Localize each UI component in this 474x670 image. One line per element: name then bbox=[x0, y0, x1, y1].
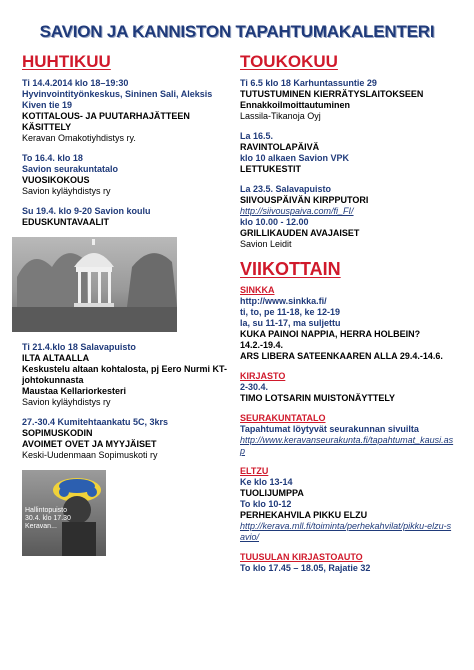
event-organizer: Savion Leidit bbox=[240, 239, 292, 249]
event-time: Ke klo 13-14 bbox=[240, 477, 293, 487]
seurakunta-link[interactable]: http://www.keravanseurakunta.fi/tapahtumat_kausi.asp bbox=[240, 435, 454, 456]
section-label: SEURAKUNTATALO bbox=[240, 413, 326, 423]
event-title: SOPIMUSKODIN bbox=[22, 428, 93, 438]
event-time: klo 10.00 - 12.00 bbox=[240, 217, 309, 227]
event-organizer: Savion kyläyhdistys ry bbox=[22, 397, 111, 407]
exhibition-2: ARS LIBERA SATEENKAAREN ALLA 29.4.-14.6. bbox=[240, 351, 443, 361]
event-date: Ti 6.5 klo 18 Karhuntassuntie 29 bbox=[240, 78, 377, 88]
statue-photo bbox=[22, 470, 106, 556]
left-column bbox=[22, 52, 232, 556]
event-date: To 16.4. klo 18 bbox=[22, 153, 83, 163]
opening-hours-2: la, su 11-17, ma suljettu bbox=[240, 318, 341, 328]
event-title-2: GRILLIKAUDEN AVAJAISET bbox=[240, 228, 360, 238]
page-title: SAVION JA KANNISTON TAPAHTUMAKALENTERI bbox=[39, 22, 435, 41]
event-note: Ennakkoilmoittautuminen bbox=[240, 100, 351, 110]
event-time-2: To klo 10-12 bbox=[240, 499, 292, 509]
weekly-sinkka bbox=[240, 285, 455, 362]
event-organizer: Keravan Omakotiyhdistys ry. bbox=[22, 133, 136, 143]
section-label: KIRJASTO bbox=[240, 371, 286, 381]
event-music: Maustaa Kellariorkesteri bbox=[22, 386, 127, 396]
event-title: VUOSIKOKOUS bbox=[22, 175, 90, 185]
heading-viikottain: VIIKOTTAIN bbox=[240, 259, 341, 279]
weekly-seurakuntatalo bbox=[240, 413, 455, 457]
event-title: EDUSKUNTAVAALIT bbox=[22, 217, 109, 227]
event-title-2: AVOIMET OVET JA MYYJÄISET bbox=[22, 439, 157, 449]
event-title-2: LETTUKESTIT bbox=[240, 164, 301, 174]
event-eduskuntavaalit bbox=[22, 206, 232, 228]
event-title: TIMO LOTSARIN MUISTONÄYTTELY bbox=[240, 393, 396, 403]
event-title-2: PERHEKAHVILA PIKKU ELZU bbox=[240, 510, 368, 520]
event-ilta-altaalla bbox=[22, 342, 232, 408]
right-column bbox=[240, 52, 455, 583]
event-date: La 23.5. Salavapuisto bbox=[240, 184, 332, 194]
event-date: La 16.5. bbox=[240, 131, 274, 141]
heading-toukokuu: TOUKOKUU bbox=[240, 52, 338, 71]
event-organizer: Savion kyläyhdistys ry bbox=[22, 186, 111, 196]
weekly-kirjastoauto bbox=[240, 552, 455, 574]
event-kotitalous bbox=[22, 78, 232, 144]
info-text: Tapahtumat löytyvät seurakunnan sivuilta bbox=[240, 424, 419, 434]
heading-huhtikuu: HUHTIKUU bbox=[22, 52, 111, 71]
event-time: To klo 17.45 – 18.05, Rajatie 32 bbox=[240, 563, 371, 573]
event-place: Savion seurakuntatalo bbox=[22, 164, 119, 174]
event-title: ILTA ALTAALLA bbox=[22, 353, 90, 363]
siivouspaiva-link[interactable]: http://siivouspaiva.com/fi_FI/ bbox=[240, 206, 354, 216]
event-desc: Keskustelu altaan kohtalosta, pj Eero Nurmi KT-johtokunnasta bbox=[22, 364, 228, 385]
event-date: Ti 14.4.2014 klo 18–19:30 bbox=[22, 78, 129, 88]
event-date: 27.-30.4 Kumitehtaankatu 5C, 3krs bbox=[22, 417, 169, 427]
photo-caption: Hallintopuisto 30.4. klo 17.30 Keravan... bbox=[25, 507, 71, 530]
section-label: SINKKA bbox=[240, 285, 275, 295]
section-label: ELTZU bbox=[240, 466, 269, 476]
event-date: Su 19.4. klo 9-20 Savion koulu bbox=[22, 206, 151, 216]
opening-hours: ti, to, pe 11-18, ke 12-19 bbox=[240, 307, 341, 317]
event-title: RAVINTOLAPÄIVÄ bbox=[240, 142, 320, 152]
event-title: TUOLIJUMPPA bbox=[240, 488, 304, 498]
exhibition-1: KUKA PAINOI NAPPIA, HERRA HOLBEIN? 14.2.-19.4. bbox=[240, 329, 421, 350]
event-siivouspaiva bbox=[240, 184, 455, 250]
gazebo-photo bbox=[12, 237, 177, 332]
event-kierratys bbox=[240, 78, 455, 122]
event-ravintolapaiva bbox=[240, 131, 455, 175]
event-date: Ti 21.4.klo 18 Salavapuisto bbox=[22, 342, 136, 352]
section-label: TUUSULAN KIRJASTOAUTO bbox=[240, 552, 363, 562]
weekly-kirjasto bbox=[240, 371, 455, 404]
mll-link[interactable]: http://kerava.mll.fi/toiminta/perhekahvilat/pikku-elzu-savio/ bbox=[240, 521, 452, 542]
weekly-eltzu bbox=[240, 466, 455, 543]
event-organizer: Keski-Uudenmaan Sopimuskoti ry bbox=[22, 450, 158, 460]
event-title: TUTUSTUMINEN KIERRÄTYSLAITOKSEEN bbox=[240, 89, 424, 99]
event-sopimuskoti bbox=[22, 417, 232, 461]
event-title: SIIVOUSPÄIVÄN KIRPPUTORI bbox=[240, 195, 369, 205]
event-time: klo 10 alkaen Savion VPK bbox=[240, 153, 350, 163]
event-vuosikokous bbox=[22, 153, 232, 197]
event-date: 2-30.4. bbox=[240, 382, 269, 392]
event-organizer: Lassila-Tikanoja Oyj bbox=[240, 111, 321, 121]
event-title: KOTITALOUS- JA PUUTARHAJÄTTEEN KÄSITTELY bbox=[22, 111, 190, 132]
event-place: Hyvinvointityönkeskus, Sininen Sali, Aleksis Kiven tie 19 bbox=[22, 89, 213, 110]
sinkka-link[interactable]: http://www.sinkka.fi/ bbox=[240, 296, 327, 306]
